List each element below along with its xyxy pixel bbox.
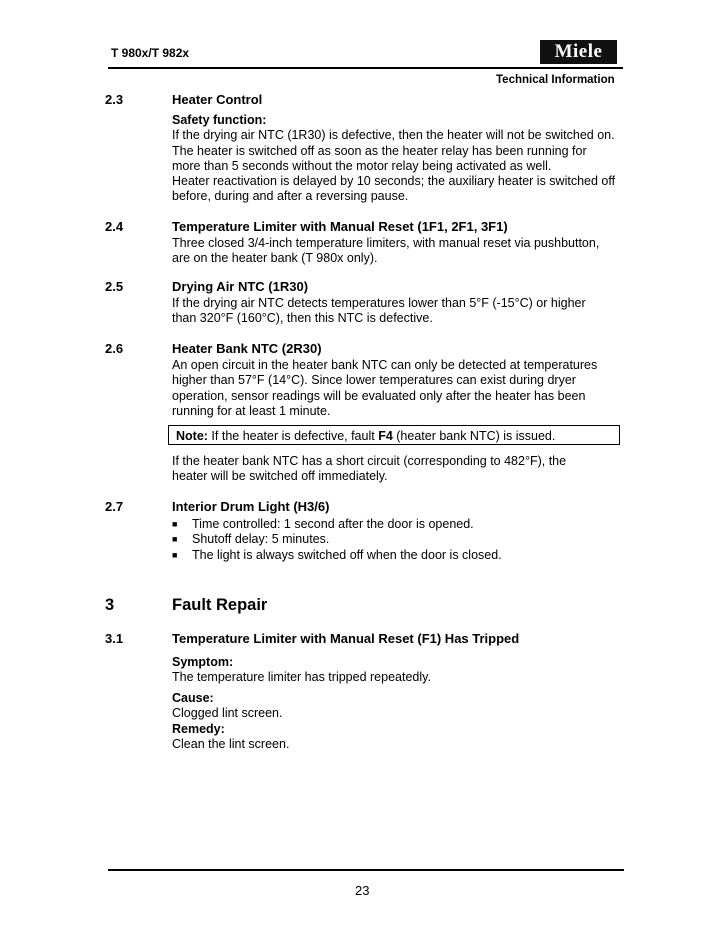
- list-item-text: Time controlled: 1 second after the door is opened.: [192, 517, 474, 531]
- list-item: [172, 532, 502, 547]
- text-line: If the drying air NTC detects temperatures lower than 5°F (-15°C) or higher: [172, 296, 586, 310]
- text-line: Three closed 3/4-inch temperature limiters, with manual reset via pushbutton,: [172, 236, 600, 250]
- note-box: [168, 425, 620, 445]
- note-text: (heater bank NTC) is issued.: [392, 429, 556, 443]
- header-rule: [108, 67, 623, 69]
- section-title: Temperature Limiter with Manual Reset (1F1, 2F1, 3F1): [172, 219, 508, 234]
- note-text: If the heater is defective, fault: [207, 429, 379, 443]
- text-line: more than 5 seconds without the motor relay being activated as well.: [172, 158, 552, 173]
- text-line: operation, sensor readings will be evaluated only after the heater has been: [172, 388, 586, 403]
- section-number: 2.5: [105, 279, 124, 294]
- section-number: 2.3: [105, 92, 124, 107]
- text-line: If the drying air NTC (1R30) is defective, then the heater will not be switched on.: [172, 128, 615, 143]
- symptom-text: The temperature limiter has tripped repeatedly.: [172, 670, 431, 685]
- document-code: T 980x/T 982x: [111, 46, 190, 60]
- text-line: running for at least 1 minute.: [172, 403, 331, 418]
- list-item-text: Shutoff delay: 5 minutes.: [192, 532, 330, 547]
- section-body: [172, 358, 642, 419]
- text-line: If the heater bank NTC has a short circuit (corresponding to 482°F), the: [172, 454, 567, 468]
- note-label: Note:: [176, 429, 208, 443]
- section-title: Heater Control: [172, 92, 263, 107]
- symptom-label: Symptom:: [172, 655, 234, 669]
- bullet-list: [172, 517, 502, 563]
- section-body: [172, 236, 642, 267]
- section-body: [172, 454, 642, 485]
- text-line: The heater is switched off as soon as the heater relay has been running for: [172, 143, 587, 158]
- page-number: 23: [355, 883, 370, 898]
- section-title: Drying Air NTC (1R30): [172, 279, 309, 294]
- cause-remedy-block: [172, 691, 642, 752]
- cause-text: Clogged lint screen.: [172, 706, 283, 721]
- list-item-text: The light is always switched off when the door is closed.: [192, 547, 502, 562]
- section-number: 2.7: [105, 499, 124, 514]
- text-line: heater will be switched off immediately.: [172, 469, 388, 484]
- section-title: Temperature Limiter with Manual Reset (F1) Has Tripped: [172, 631, 520, 646]
- chapter-title: Fault Repair: [172, 596, 268, 614]
- section-title: Interior Drum Light (H3/6): [172, 499, 330, 514]
- bullet-icon: ■: [172, 534, 178, 545]
- text-line: An open circuit in the heater bank NTC can only be detected at temperatures: [172, 358, 598, 372]
- remedy-text: Clean the lint screen.: [172, 736, 290, 751]
- symptom-block: [172, 655, 642, 686]
- safety-label: Safety function:: [172, 113, 267, 127]
- text-line: are on the heater bank (T 980x only).: [172, 251, 378, 266]
- list-item: [172, 548, 502, 563]
- text-line: before, during and after a reversing pause.: [172, 189, 409, 204]
- footer-rule: [108, 869, 624, 871]
- section-number: 3.1: [105, 631, 124, 646]
- text-line: Heater reactivation is delayed by 10 seconds; the auxiliary heater is switched off: [172, 174, 616, 189]
- header-subtitle: Technical Information: [496, 74, 615, 86]
- bullet-icon: ■: [172, 519, 178, 529]
- remedy-label: Remedy:: [172, 721, 225, 736]
- list-item: [172, 517, 502, 532]
- section-body: [172, 296, 642, 327]
- section-title: Heater Bank NTC (2R30): [172, 341, 322, 356]
- chapter-number: 3: [105, 596, 115, 614]
- section-number: 2.4: [105, 219, 124, 234]
- cause-label: Cause:: [172, 691, 214, 705]
- section-number: 2.6: [105, 341, 124, 356]
- section-body: [172, 113, 642, 205]
- bullet-icon: ■: [172, 549, 178, 560]
- text-line: than 320°F (160°C), then this NTC is defective.: [172, 311, 433, 326]
- note-fault-code: F4: [378, 429, 393, 443]
- text-line: higher than 57°F (14°C). Since lower temperatures can exist during dryer: [172, 373, 576, 388]
- miele-logo: Miele: [540, 40, 617, 64]
